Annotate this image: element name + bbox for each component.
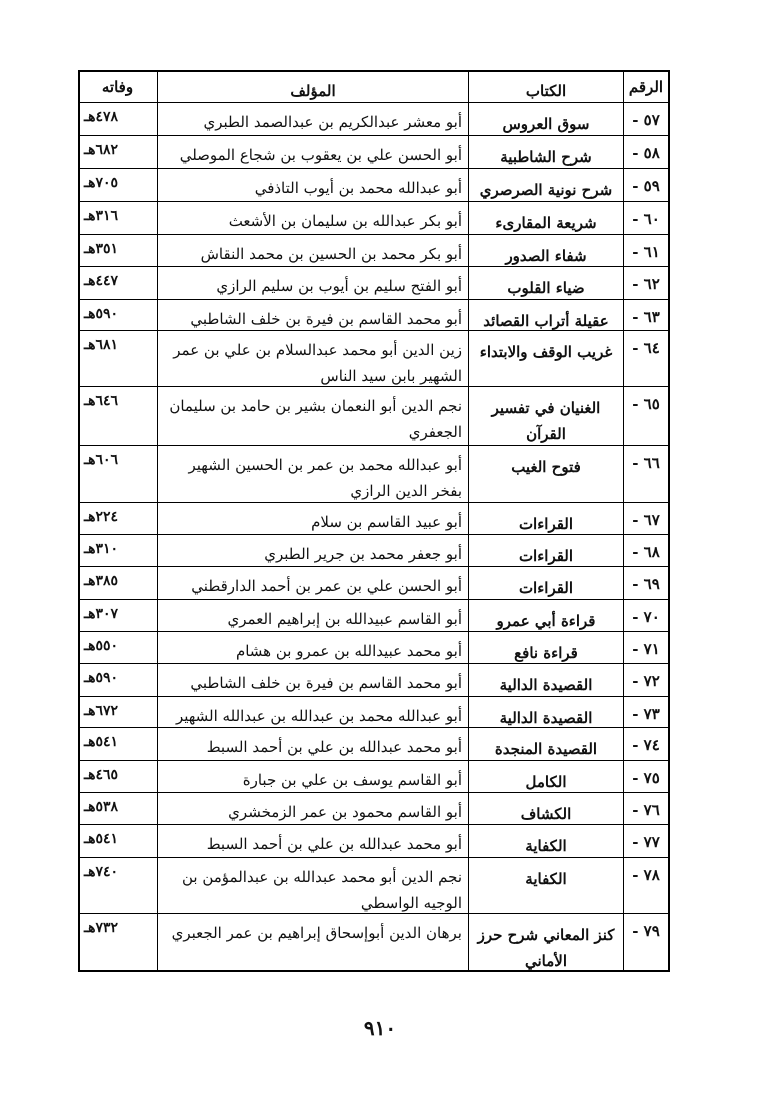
row-death: ٦٤٦هـ [84, 393, 119, 409]
page-number: ٩١٠ [363, 1016, 397, 1040]
table-row [80, 728, 668, 761]
table-row [80, 103, 668, 136]
row-author: أبو الحسن علي بن يعقوب بن شجاع الموصلي [157, 136, 468, 168]
row-author: أبو الفتح سليم بن أيوب بن سليم الرازي [157, 267, 468, 299]
row-death: ٧٣٢هـ [84, 920, 119, 936]
row-book: شرح نونية الصرصري [468, 169, 623, 201]
row-number: ٧٤ - [623, 728, 668, 760]
row-death: ٤٦٥هـ [84, 767, 119, 783]
row-number: ٦٥ - [623, 387, 668, 445]
row-death: ٤٧٨هـ [84, 109, 119, 125]
row-book: قراءة نافع [468, 632, 623, 663]
row-death: ٥٤١هـ [84, 734, 119, 750]
row-number: ٥٧ - [623, 103, 668, 135]
row-author: نجم الدين أبو محمد عبدالله بن عبدالمؤمن بن الوجيه الواسطي [157, 858, 468, 913]
row-author: أبو محمد القاسم بن فيرة بن خلف الشاطبي [157, 664, 468, 696]
row-death: ٧٠٥هـ [84, 175, 119, 191]
row-author: أبو محمد عبدالله بن علي بن أحمد السبط [157, 825, 468, 857]
header-death: وفاته [101, 78, 134, 96]
row-death: ٥٤١هـ [84, 831, 119, 847]
row-book: القراءات [468, 535, 623, 566]
row-author: أبو عبدالله محمد بن عمر بن الحسين الشهير بفخر الدين الرازي [157, 446, 468, 502]
reference-table [78, 70, 670, 972]
row-author: أبو بكر عبدالله بن سليمان بن الأشعث [157, 202, 468, 234]
row-death: ٦٠٦هـ [84, 452, 119, 468]
table-row [80, 761, 668, 793]
table-row [80, 567, 668, 600]
row-book: الكفاية [468, 858, 623, 913]
row-death: ٥٣٨هـ [84, 799, 119, 815]
table-row [80, 446, 668, 503]
row-number: ٧٢ - [623, 664, 668, 696]
row-number: ٦٣ - [623, 300, 668, 330]
row-number: ٧٨ - [623, 858, 668, 913]
row-death: ٢٢٤هـ [84, 509, 119, 525]
row-number: ٦٠ - [623, 202, 668, 234]
row-author: أبو الحسن علي بن عمر بن أحمد الدارقطني [157, 567, 468, 599]
row-book: شرح الشاطبية [468, 136, 623, 168]
row-death: ٣١٠هـ [84, 541, 119, 557]
row-number: ٦٢ - [623, 267, 668, 299]
row-number: ٧٣ - [623, 697, 668, 727]
row-book: القراءات [468, 503, 623, 534]
row-author: أبو القاسم يوسف بن علي بن جبارة [157, 761, 468, 792]
row-number: ٥٨ - [623, 136, 668, 168]
row-book: القصيدة الدالية [468, 697, 623, 727]
row-book: كنز المعاني شرح حرز الأماني [468, 914, 623, 972]
row-book: الكفاية [468, 825, 623, 857]
row-author: أبو جعفر محمد بن جرير الطبري [157, 535, 468, 566]
row-author: أبو بكر محمد بن الحسين بن محمد النقاش [157, 235, 468, 266]
row-book: سوق العروس [468, 103, 623, 135]
row-death: ٥٥٠هـ [84, 638, 119, 654]
row-number: ٦٤ - [623, 331, 668, 386]
row-number: ٧٥ - [623, 761, 668, 792]
header-book: الكتاب [468, 72, 623, 102]
row-book: الكامل [468, 761, 623, 792]
row-death: ٥٩٠هـ [84, 306, 119, 322]
table-header-row [80, 72, 668, 103]
row-death: ٣٥١هـ [84, 241, 119, 257]
row-number: ٦٧ - [623, 503, 668, 534]
row-number: ٦٩ - [623, 567, 668, 599]
row-number: ٦١ - [623, 235, 668, 266]
table-row [80, 600, 668, 632]
row-death: ٣١٦هـ [84, 208, 119, 224]
table-row [80, 793, 668, 825]
table-row [80, 300, 668, 331]
table-row [80, 632, 668, 664]
row-author: برهان الدين أبوإسحاق إبراهيم بن عمر الجعبري [157, 914, 468, 972]
row-number: ٥٩ - [623, 169, 668, 201]
header-number: الرقم [623, 72, 668, 102]
row-author: أبو محمد عبيدالله بن عمرو بن هشام [157, 632, 468, 663]
table-row [80, 825, 668, 858]
row-author: أبو عبيد القاسم بن سلام [157, 503, 468, 534]
row-book: الغنيان في تفسير القرآن [468, 387, 623, 445]
row-author: أبو القاسم محمود بن عمر الزمخشري [157, 793, 468, 824]
table-row [80, 858, 668, 914]
table-row [80, 697, 668, 728]
header-author: المؤلف [157, 72, 468, 102]
row-book: عقيلة أتراب القصائد [468, 300, 623, 330]
row-author: أبو محمد القاسم بن فيرة بن خلف الشاطبي [157, 300, 468, 330]
row-author: نجم الدين أبو النعمان بشير بن حامد بن سليمان الجعفري [157, 387, 468, 445]
table-row [80, 202, 668, 235]
row-death: ٦٧٢هـ [84, 703, 119, 719]
row-book: فتوح الغيب [468, 446, 623, 502]
table-row [80, 387, 668, 446]
table-row [80, 914, 668, 972]
row-book: القراءات [468, 567, 623, 599]
row-number: ٧٧ - [623, 825, 668, 857]
table-row [80, 503, 668, 535]
row-book: شفاء الصدور [468, 235, 623, 266]
row-death: ٤٤٧هـ [84, 273, 119, 289]
row-author: أبو القاسم عبيدالله بن إبراهيم العمري [157, 600, 468, 631]
row-book: ضياء القلوب [468, 267, 623, 299]
row-author: أبو معشر عبدالكريم بن عبدالصمد الطبري [157, 103, 468, 135]
row-number: ٦٨ - [623, 535, 668, 566]
row-author: أبو محمد عبدالله بن علي بن أحمد السبط [157, 728, 468, 760]
table-row [80, 235, 668, 267]
row-author: أبو عبدالله محمد بن أيوب التاذفي [157, 169, 468, 201]
table-row [80, 535, 668, 567]
row-number: ٧١ - [623, 632, 668, 663]
table-row [80, 267, 668, 300]
row-death: ٦٨١هـ [84, 337, 119, 353]
row-book: الكشاف [468, 793, 623, 824]
row-death: ٧٤٠هـ [84, 864, 119, 880]
table-body [80, 103, 668, 972]
row-death: ٦٨٢هـ [84, 142, 119, 158]
table-row [80, 136, 668, 169]
row-author: أبو عبدالله محمد بن عبدالله بن عبدالله الشهير [157, 697, 468, 727]
row-book: قراءة أبي عمرو [468, 600, 623, 631]
row-death: ٣٠٧هـ [84, 606, 119, 622]
table-row [80, 331, 668, 387]
row-number: ٧٩ - [623, 914, 668, 972]
row-death: ٥٩٠هـ [84, 670, 119, 686]
row-author: زين الدين أبو محمد عبدالسلام بن علي بن عمر الشهير بابن سيد الناس [157, 331, 468, 386]
row-number: ٧٦ - [623, 793, 668, 824]
table-row [80, 169, 668, 202]
table-row [80, 664, 668, 697]
row-book: القصيدة المنجدة [468, 728, 623, 760]
row-number: ٦٦ - [623, 446, 668, 502]
row-death: ٣٨٥هـ [84, 573, 119, 589]
row-book: شريعة المقارىء [468, 202, 623, 234]
row-book: القصيدة الدالية [468, 664, 623, 696]
row-book: غريب الوقف والابتداء [468, 331, 623, 386]
row-number: ٧٠ - [623, 600, 668, 631]
